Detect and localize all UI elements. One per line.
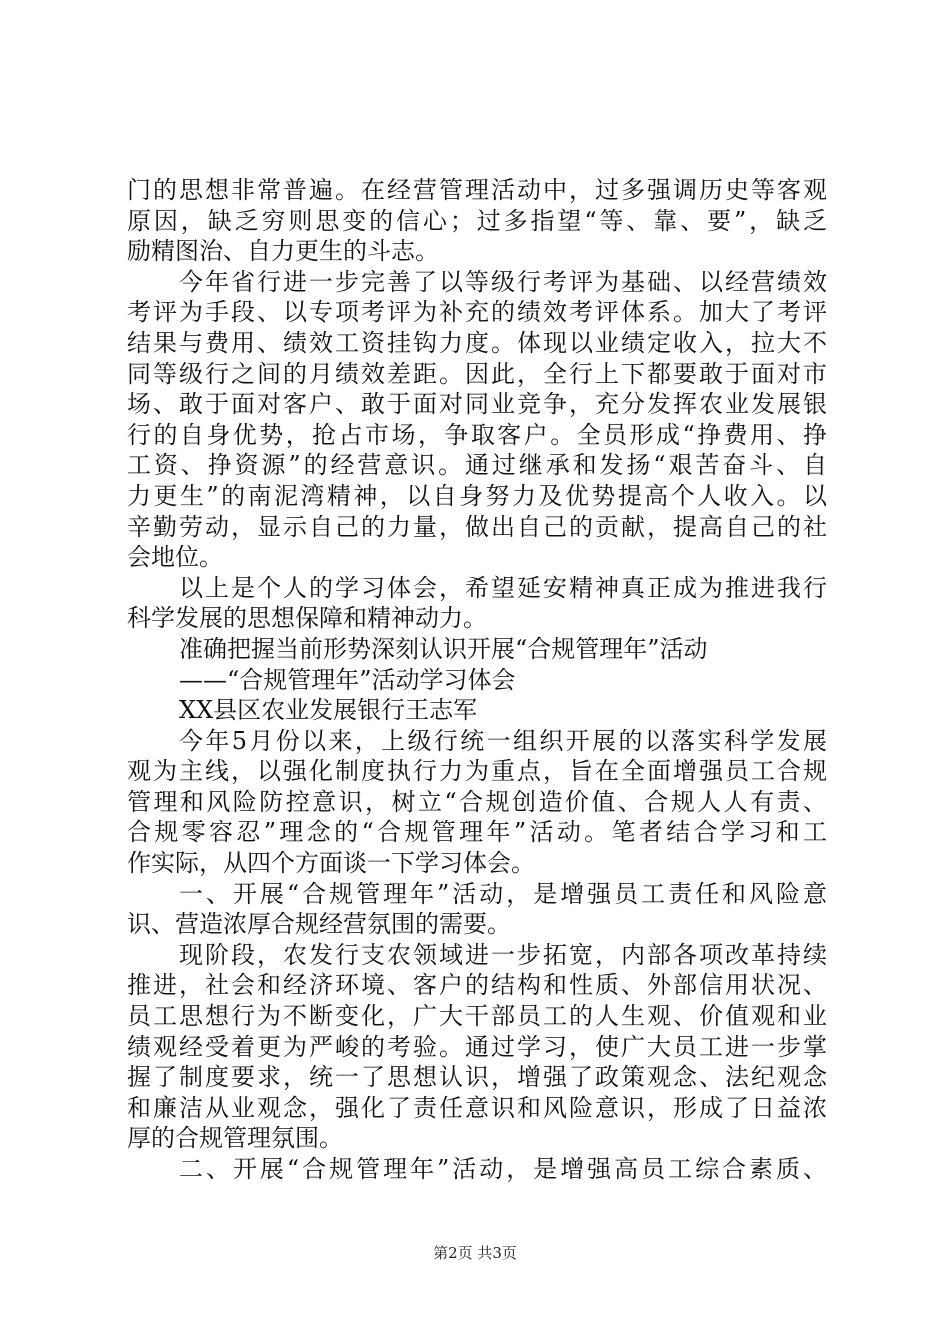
text-line: 今年省行进一步完善了以等级行考评为基础、以经营绩效	[179, 267, 827, 296]
text-line: 门的思想非常普遍。在经营管理活动中，过多强调历史等客观	[127, 176, 827, 204]
text-line: 推进，社会和经济环境、客户的结构和性质、外部信用状况、	[127, 971, 827, 1000]
text-line: 力更生”的南泥湾精神，以自身努力及优势提高个人收入。以	[127, 481, 827, 510]
text-line: 同等级行之间的月绩效差距。因此，全行上下都要敢于面对市	[127, 359, 827, 388]
text-line: 作实际，从四个方面谈一下学习体会。	[127, 849, 535, 878]
text-line: 握了制度要求，统一了思想认识，增强了政策观念、法纪观念	[127, 1063, 827, 1092]
text-line: 现阶段，农发行支农领域进一步拓宽，内部各项改革持续	[179, 940, 827, 969]
text-line: 识、营造浓厚合规经营氛围的需要。	[127, 910, 511, 939]
text-line: 一、开展“合规管理年”活动，是增强员工责任和风险意	[179, 879, 827, 908]
document-body	[127, 175, 827, 1185]
text-line: 准确把握当前形势深刻认识开展“合规管理年”活动	[179, 634, 708, 663]
text-line: 会地位。	[127, 543, 223, 572]
text-line: 场、敢于面对客户、敢于面对同业竞争，充分发挥农业发展银	[127, 390, 827, 419]
page-footer: 第2页 共3页	[433, 1244, 517, 1262]
text-line: 和廉洁从业观念，强化了责任意识和风险意识，形成了日益浓	[127, 1093, 827, 1122]
text-line: 今年5月份以来，上级行统一组织开展的以落实科学发展	[179, 726, 827, 755]
text-line: 辛勤劳动，显示自己的力量，做出自己的贡献，提高自己的社	[127, 512, 827, 541]
text-line: 行的自身优势，抢占市场，争取客户。全员形成“挣费用、挣	[127, 420, 827, 449]
text-line: 科学发展的思想保障和精神动力。	[127, 604, 487, 633]
text-line: 员工思想行为不断变化，广大干部员工的人生观、价值观和业	[127, 1002, 827, 1031]
text-line: 观为主线，以强化制度执行力为重点，旨在全面增强员工合规	[127, 757, 827, 786]
text-line: 厚的合规管理氛围。	[127, 1124, 343, 1153]
text-line: 合规零容忍”理念的“合规管理年”活动。笔者结合学习和工	[127, 818, 827, 847]
text-line: 工资、挣资源”的经营意识。通过继承和发扬“艰苦奋斗、自	[127, 451, 827, 480]
text-line: 二、开展“合规管理年”活动，是增强高员工综合素质、	[179, 1155, 827, 1183]
text-line: 原因，缺乏穷则思变的信心；过多指望“等、靠、要”，缺乏	[127, 206, 827, 235]
text-line: 以上是个人的学习体会，希望延安精神真正成为推进我行	[179, 573, 827, 602]
text-line: 结果与费用、绩效工资挂钩力度。体现以业绩定收入，拉大不	[127, 328, 827, 357]
text-line: 考评为手段、以专项考评为补充的绩效考评体系。加大了考评	[127, 298, 827, 327]
text-line: XX县区农业发展银行王志军	[179, 696, 478, 725]
text-line: 绩观经受着更为严峻的考验。通过学习，使广大员工进一步掌	[127, 1032, 827, 1061]
text-line: 管理和风险防控意识，树立“合规创造价值、合规人人有责、	[127, 787, 827, 816]
text-line: 励精图治、自力更生的斗志。	[127, 237, 439, 266]
text-line: ——“合规管理年”活动学习体会	[179, 665, 516, 694]
